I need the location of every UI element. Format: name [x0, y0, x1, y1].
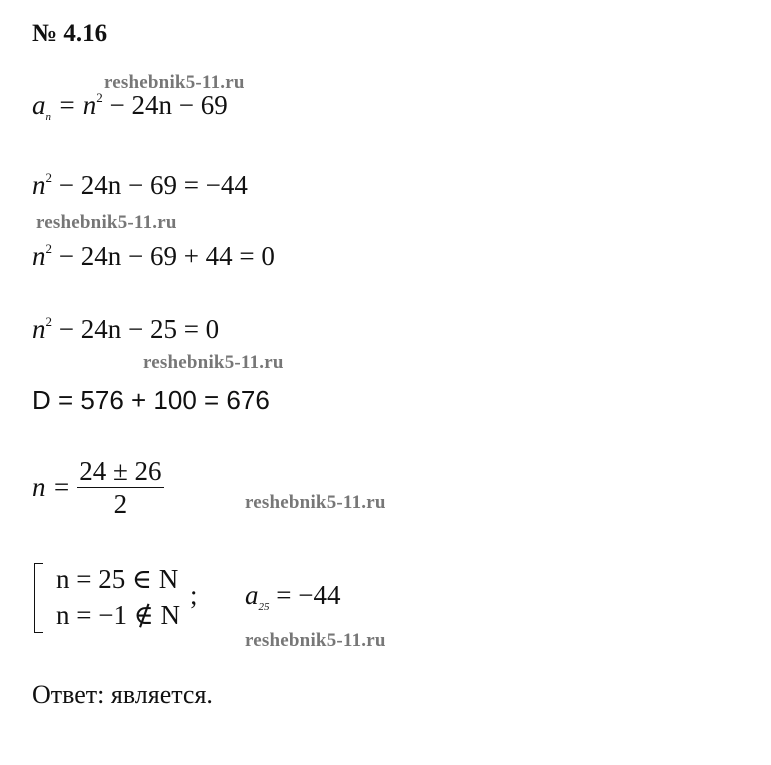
equation-set-equal: $n^2 - 24n - 69 = -44$: [32, 170, 248, 200]
case-root-1: n = 25 ∈ N: [56, 564, 179, 594]
watermark: reshebnik5-11.ru: [143, 352, 284, 373]
root-formula: n = $\frac{24 \pm 26}{2}$: [32, 456, 162, 519]
problem-number: № 4.16: [32, 20, 108, 47]
equation-sequence-formula: $a_n = n^2 - 24n - 69$: [32, 90, 228, 123]
system-bracket: [34, 563, 43, 633]
answer: Ответ: является.: [32, 680, 213, 709]
watermark: reshebnik5-11.ru: [36, 212, 177, 233]
result-term: $a_{25} = -44$: [245, 580, 341, 613]
equation-quadratic: $n^2 - 24n - 25 = 0$: [32, 314, 220, 344]
watermark: reshebnik5-11.ru: [104, 72, 245, 93]
watermark: reshebnik5-11.ru: [245, 492, 386, 513]
case-root-2: n = −1 ∉ N: [56, 600, 180, 630]
equation-moved-term: $n^2 - 24n - 69 + 44 = 0$: [32, 241, 275, 271]
discriminant: D = 576 + 100 = 676: [32, 385, 270, 415]
separator: ;: [190, 580, 198, 610]
watermark: reshebnik5-11.ru: [245, 630, 386, 651]
fraction: $\frac{24 \pm 26}{2}$: [79, 456, 162, 519]
